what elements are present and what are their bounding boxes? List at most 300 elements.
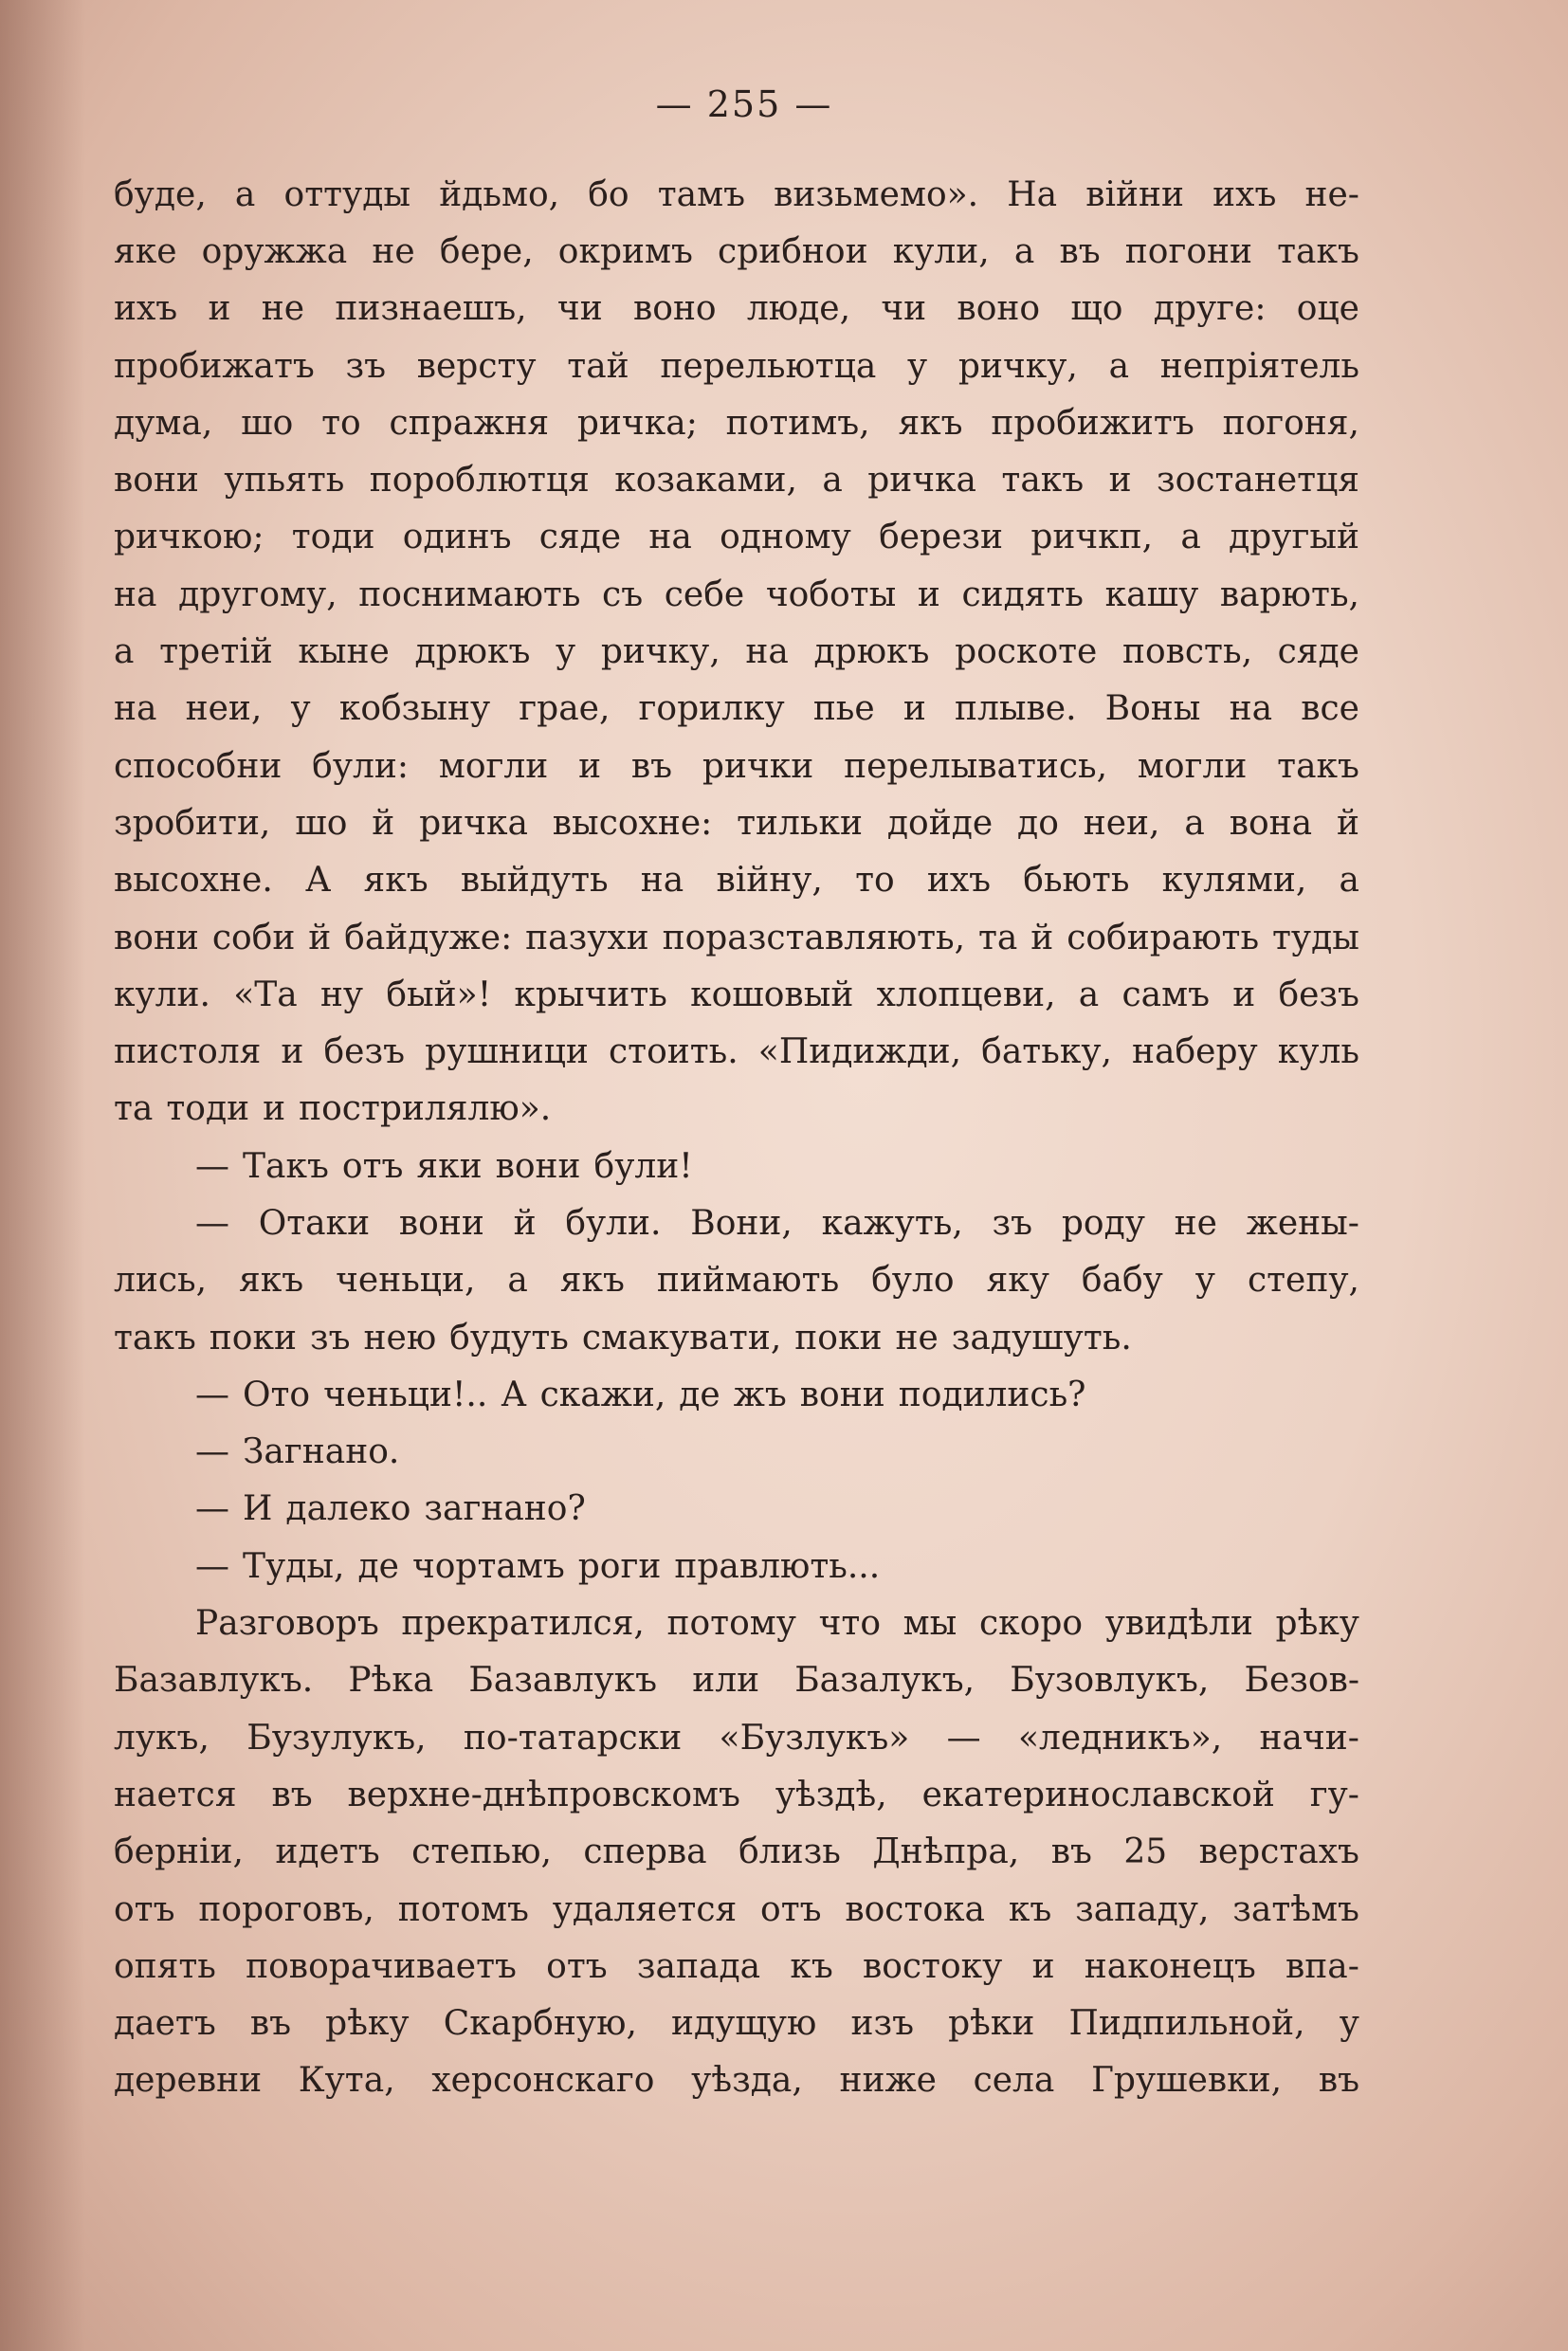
word: «Пидижди, [757,1032,962,1072]
word: а [1013,231,1035,271]
word: то [855,861,895,901]
word: шо [295,803,348,843]
word: одинъ [402,518,512,557]
word: въ [1318,2061,1359,2101]
word: ихъ [1212,174,1277,214]
word: не [261,289,305,329]
word: Бузулукъ, [246,1718,427,1758]
word: — [195,1203,229,1243]
word: де [679,1375,720,1414]
word: прекратился, [401,1604,645,1644]
word: зъ [992,1203,1033,1243]
word: нею [363,1318,437,1358]
word: й [372,803,395,843]
word: себе [664,574,745,614]
word: якъ [898,403,963,443]
word: повсть, [1121,632,1253,672]
word: люде, [746,289,851,329]
word: верхне-днѣпровскомъ [347,1775,740,1814]
word: кобзыну [338,689,491,729]
word: — [195,1546,229,1586]
word: бьють [1023,861,1130,901]
word: такъ [1277,746,1359,786]
word: А [501,1375,527,1414]
word: воно [957,289,1041,329]
word: И [243,1489,273,1529]
word: на [114,689,157,729]
text-line [114,738,1359,794]
word: якъ [239,1261,304,1301]
word: или [692,1661,760,1701]
word: западу, [1075,1889,1210,1929]
word: поки [209,1318,297,1358]
word: на [648,518,692,557]
word: берніи, [114,1832,244,1872]
word: крычить [514,975,667,1014]
word: козаками, [614,461,797,501]
word: рѣку [1275,1604,1359,1644]
word: роду [1061,1203,1145,1243]
text-line [114,1194,1359,1251]
word: а [1339,861,1359,901]
word: яки [416,1146,483,1186]
word: и [281,1032,304,1072]
word: ну [319,975,364,1014]
text-line [114,1366,1359,1423]
word: способни [114,746,283,786]
word: екатеринославской [921,1775,1275,1814]
word: и [208,289,231,329]
word: высохне: [552,803,713,843]
word: грае, [519,689,611,729]
word: вони [799,1375,885,1414]
word: вони [495,1146,581,1186]
word: задушуть. [951,1318,1132,1358]
text-line [114,1824,1359,1881]
text-line [114,623,1359,680]
text-line [114,1138,1359,1194]
word: та [978,918,1018,957]
text-line [114,166,1359,223]
word: А [305,861,332,901]
word: уѣзда, [691,2061,803,2101]
word: перельютца [660,346,877,386]
word: чи [881,289,927,329]
word: «Та [233,975,298,1014]
word: третій [159,632,273,672]
word: Базавлукъ. [114,1661,314,1701]
word: — [946,1718,981,1758]
word: Безов- [1244,1661,1359,1701]
word: а [1108,346,1130,386]
word: де [357,1546,399,1586]
word: ченьци!.. [323,1375,488,1414]
word: кулями, [1161,861,1307,901]
word: Воны [1104,689,1201,729]
word: визьмемо». [774,174,979,214]
word: війни [1085,174,1185,214]
word: сяде [538,518,622,557]
word: пострилялю». [299,1089,552,1129]
word: верстахъ [1198,1832,1359,1872]
word: нается [114,1775,237,1814]
text-line [114,1309,1359,1366]
word: начи- [1259,1718,1359,1758]
word: бере, [439,231,534,271]
word: и [917,574,940,614]
word: варють, [1219,574,1359,614]
word: батьку, [981,1032,1112,1072]
word: бо [588,174,629,214]
word: а [822,461,843,501]
word: лись, [114,1261,208,1301]
word: неи, [1083,803,1160,843]
word: шо [241,403,294,443]
word: На [1007,174,1058,214]
word: кошовый [690,975,854,1014]
word: кули. [114,975,210,1014]
word: кажуть, [821,1203,963,1243]
word: дойде [886,803,994,843]
word: — [195,1146,229,1186]
word: вони [114,461,199,501]
text-line [114,909,1359,966]
word: идущую [671,2004,817,2044]
word: не [1174,1203,1217,1243]
word: дума, [114,403,213,443]
word: и [903,689,926,729]
word: лукъ, [114,1718,210,1758]
word: війну, [716,861,823,901]
word: були. [565,1203,662,1243]
word: Такъ [243,1146,329,1186]
word: Разговоръ [195,1604,379,1644]
page-number: — 255 — [655,83,833,125]
word: то [321,403,361,443]
word: яку [986,1261,1049,1301]
word: могли [438,746,549,786]
word: друге: [1153,289,1267,329]
word: далеко [285,1489,411,1529]
word: даетъ [114,2004,216,2044]
word: рѣку [325,2004,410,2044]
word: херсонскаго [431,2061,655,2101]
word: ричка [419,803,528,843]
word: рушници [425,1032,589,1072]
word: Базалукъ, [794,1661,975,1701]
text-line [114,1938,1359,1995]
word: — [195,1489,229,1529]
word: «Бузлукъ» [719,1718,910,1758]
word: степью, [411,1832,552,1872]
word: тоди [291,518,375,557]
word: Рѣка [348,1661,434,1701]
word: бый»! [386,975,492,1014]
word: зробити, [114,803,271,843]
word: байдуже: [344,918,513,957]
word: выйдуть [460,861,609,901]
word: отъ [546,1946,608,1986]
word: жены- [1246,1203,1359,1243]
word: Ото [243,1375,311,1414]
word: востоку [862,1946,1003,1986]
word: чортамъ [411,1546,565,1586]
text-line [114,509,1359,566]
word: мы [903,1604,957,1644]
word: тильки [737,803,864,843]
word: вона [1229,803,1313,843]
word: Бузовлукъ, [1010,1661,1210,1701]
word: ричка [867,461,977,501]
word: кыне [298,632,390,672]
word: потомъ [397,1889,529,1929]
word: пороблютця [369,461,590,501]
word: самъ [1121,975,1210,1014]
word: дрюкъ [414,632,531,672]
word: отъ [341,1146,404,1186]
word: «ледникъ», [1017,1718,1223,1758]
word: та [114,1089,154,1129]
word: а [507,1261,528,1301]
word: хлопцеви, [876,975,1056,1014]
word: а [114,632,135,672]
word: пробижитъ [991,403,1194,443]
word: плыве. [955,689,1077,729]
word: тамъ [657,174,746,214]
word: Грушевки, [1091,2061,1283,2101]
word: поразставляють, [662,918,966,957]
word: загнано? [424,1489,586,1529]
word: берези [879,518,1004,557]
word: сперва [583,1832,707,1872]
text-line [114,281,1359,337]
word: Кута, [298,2061,395,2101]
word: впа- [1285,1946,1359,1986]
word: у [907,346,928,386]
word: ихъ [114,289,178,329]
text-line [114,451,1359,508]
word: тай [567,346,629,386]
word: погони [1124,231,1252,271]
word: поснимають [358,574,581,614]
word: скоро [978,1604,1084,1644]
word: пробижатъ [114,346,315,386]
word: зостанетця [1157,461,1359,501]
word: Пидпильной, [1068,2004,1305,2044]
word: зъ [345,346,387,386]
text-line [114,1881,1359,1938]
word: бабу [1081,1261,1163,1301]
word: пиймають [656,1261,840,1301]
word: срибнои [718,231,868,271]
text-line [114,394,1359,451]
word: все [1301,689,1359,729]
word: другый [1229,518,1359,557]
word: Туды, [243,1546,345,1586]
word: 25 [1123,1832,1168,1872]
word: якъ [363,861,428,901]
word: деревни [114,2061,263,2101]
word: горилку [638,689,785,729]
word: Отаки [258,1203,371,1243]
word: роги [577,1546,662,1586]
word: собирають [1067,918,1260,957]
word: съ [602,574,644,614]
page-edge-shadow [0,0,85,2351]
word: такъ [1277,231,1359,271]
word: — [195,1375,229,1414]
word: пороговъ, [198,1889,374,1929]
word: удаляется [552,1889,738,1929]
word: — [195,1432,229,1472]
word: отъ [114,1889,175,1929]
word: на [640,861,684,901]
text-line [114,223,1359,280]
word: кашу [1104,574,1199,614]
word: и [1232,975,1256,1014]
word: Базавлукъ [468,1661,658,1701]
text-line [114,1996,1359,2052]
text-line [114,337,1359,394]
word: окримъ [557,231,693,271]
word: що [1070,289,1123,329]
word: спражня [389,403,550,443]
word: не [895,1318,939,1358]
word: тоди [166,1089,250,1129]
text-line [114,1481,1359,1538]
word: пазухи [525,918,649,957]
text-line [114,681,1359,738]
word: уѣздѣ, [775,1775,887,1814]
word: такъ [1001,461,1085,501]
word: въ [630,746,673,786]
word: було [871,1261,955,1301]
word: въ [249,2004,292,2044]
text-line [114,2052,1359,2109]
word: идетъ [275,1832,380,1872]
word: степу, [1247,1261,1359,1301]
word: будуть [449,1318,569,1358]
word: були! [593,1146,693,1186]
word: безъ [1278,975,1359,1014]
word: ричку, [600,632,720,672]
word: села [973,2061,1055,2101]
text-line [114,794,1359,851]
word: буде, [114,174,207,214]
word: жъ [733,1375,787,1414]
word: подились? [898,1375,1086,1414]
word: скажи, [539,1375,666,1414]
word: и [578,746,602,786]
word: и [1108,461,1132,501]
word: зъ [309,1318,351,1358]
text-line [114,852,1359,909]
word: упьять [224,461,345,501]
word: вони [398,1203,484,1243]
word: ричка; [576,403,698,443]
word: у [1339,2004,1359,2044]
word: опять [114,1946,216,1986]
word: рѣки [948,2004,1035,2044]
word: ричку, [957,346,1078,386]
word: версту [416,346,537,386]
word: вони [114,918,199,957]
word: й [1336,803,1359,843]
word: до [1017,803,1059,843]
word: йдьмо, [439,174,560,214]
word: яке [114,231,177,271]
word: якъ [559,1261,625,1301]
word: непріятель [1159,346,1359,386]
word: й [513,1203,537,1243]
word: по-татарски [463,1718,683,1758]
word: чи [556,289,603,329]
word: къ [1008,1889,1052,1929]
text-line [114,1252,1359,1309]
word: наконецъ [1084,1946,1256,1986]
word: перелыватись, [844,746,1108,786]
word: у [290,689,311,729]
word: сяде [1277,632,1359,672]
word: Скарбную, [443,2004,637,2044]
word: запада [636,1946,761,1986]
word: поки [794,1318,883,1358]
word: потому [666,1604,796,1644]
word: пизнаешъ, [335,289,527,329]
word: туды [1271,918,1359,957]
word: погоня, [1222,403,1359,443]
word: пье [812,689,875,729]
text-line [114,1023,1359,1080]
word: сидять [961,574,1085,614]
word: могли [1137,746,1248,786]
word: воно [633,289,717,329]
word: въ [271,1775,313,1814]
word: не [372,231,415,271]
word: поворачиваетъ [246,1946,517,1986]
word: потимъ, [725,403,870,443]
body-text [114,166,1359,2109]
word: кули, [892,231,990,271]
word: не- [1304,174,1359,214]
text-line [114,1595,1359,1651]
word: оце [1296,289,1359,329]
word: Днѣпра, [872,1832,1020,1872]
word: оружжа [201,231,348,271]
word: ниже [839,2061,937,2101]
text-line [114,1709,1359,1766]
text-line [114,966,1359,1023]
text-line [114,1424,1359,1481]
word: неи, [185,689,263,729]
word: рички [702,746,814,786]
word: затѣмъ [1232,1889,1359,1929]
word: высохне. [114,861,273,901]
word: чоботы [765,574,897,614]
word: смакувати, [581,1318,782,1358]
word: на [1229,689,1273,729]
word: къ [790,1946,833,1986]
word: а [1184,803,1205,843]
word: ричкп, [1030,518,1154,557]
text-line [114,1538,1359,1595]
word: изъ [850,2004,914,2044]
word: что [818,1604,882,1644]
word: увидѣли [1104,1604,1253,1644]
text-line [114,566,1359,623]
word: отъ [760,1889,822,1929]
word: були: [312,746,410,786]
